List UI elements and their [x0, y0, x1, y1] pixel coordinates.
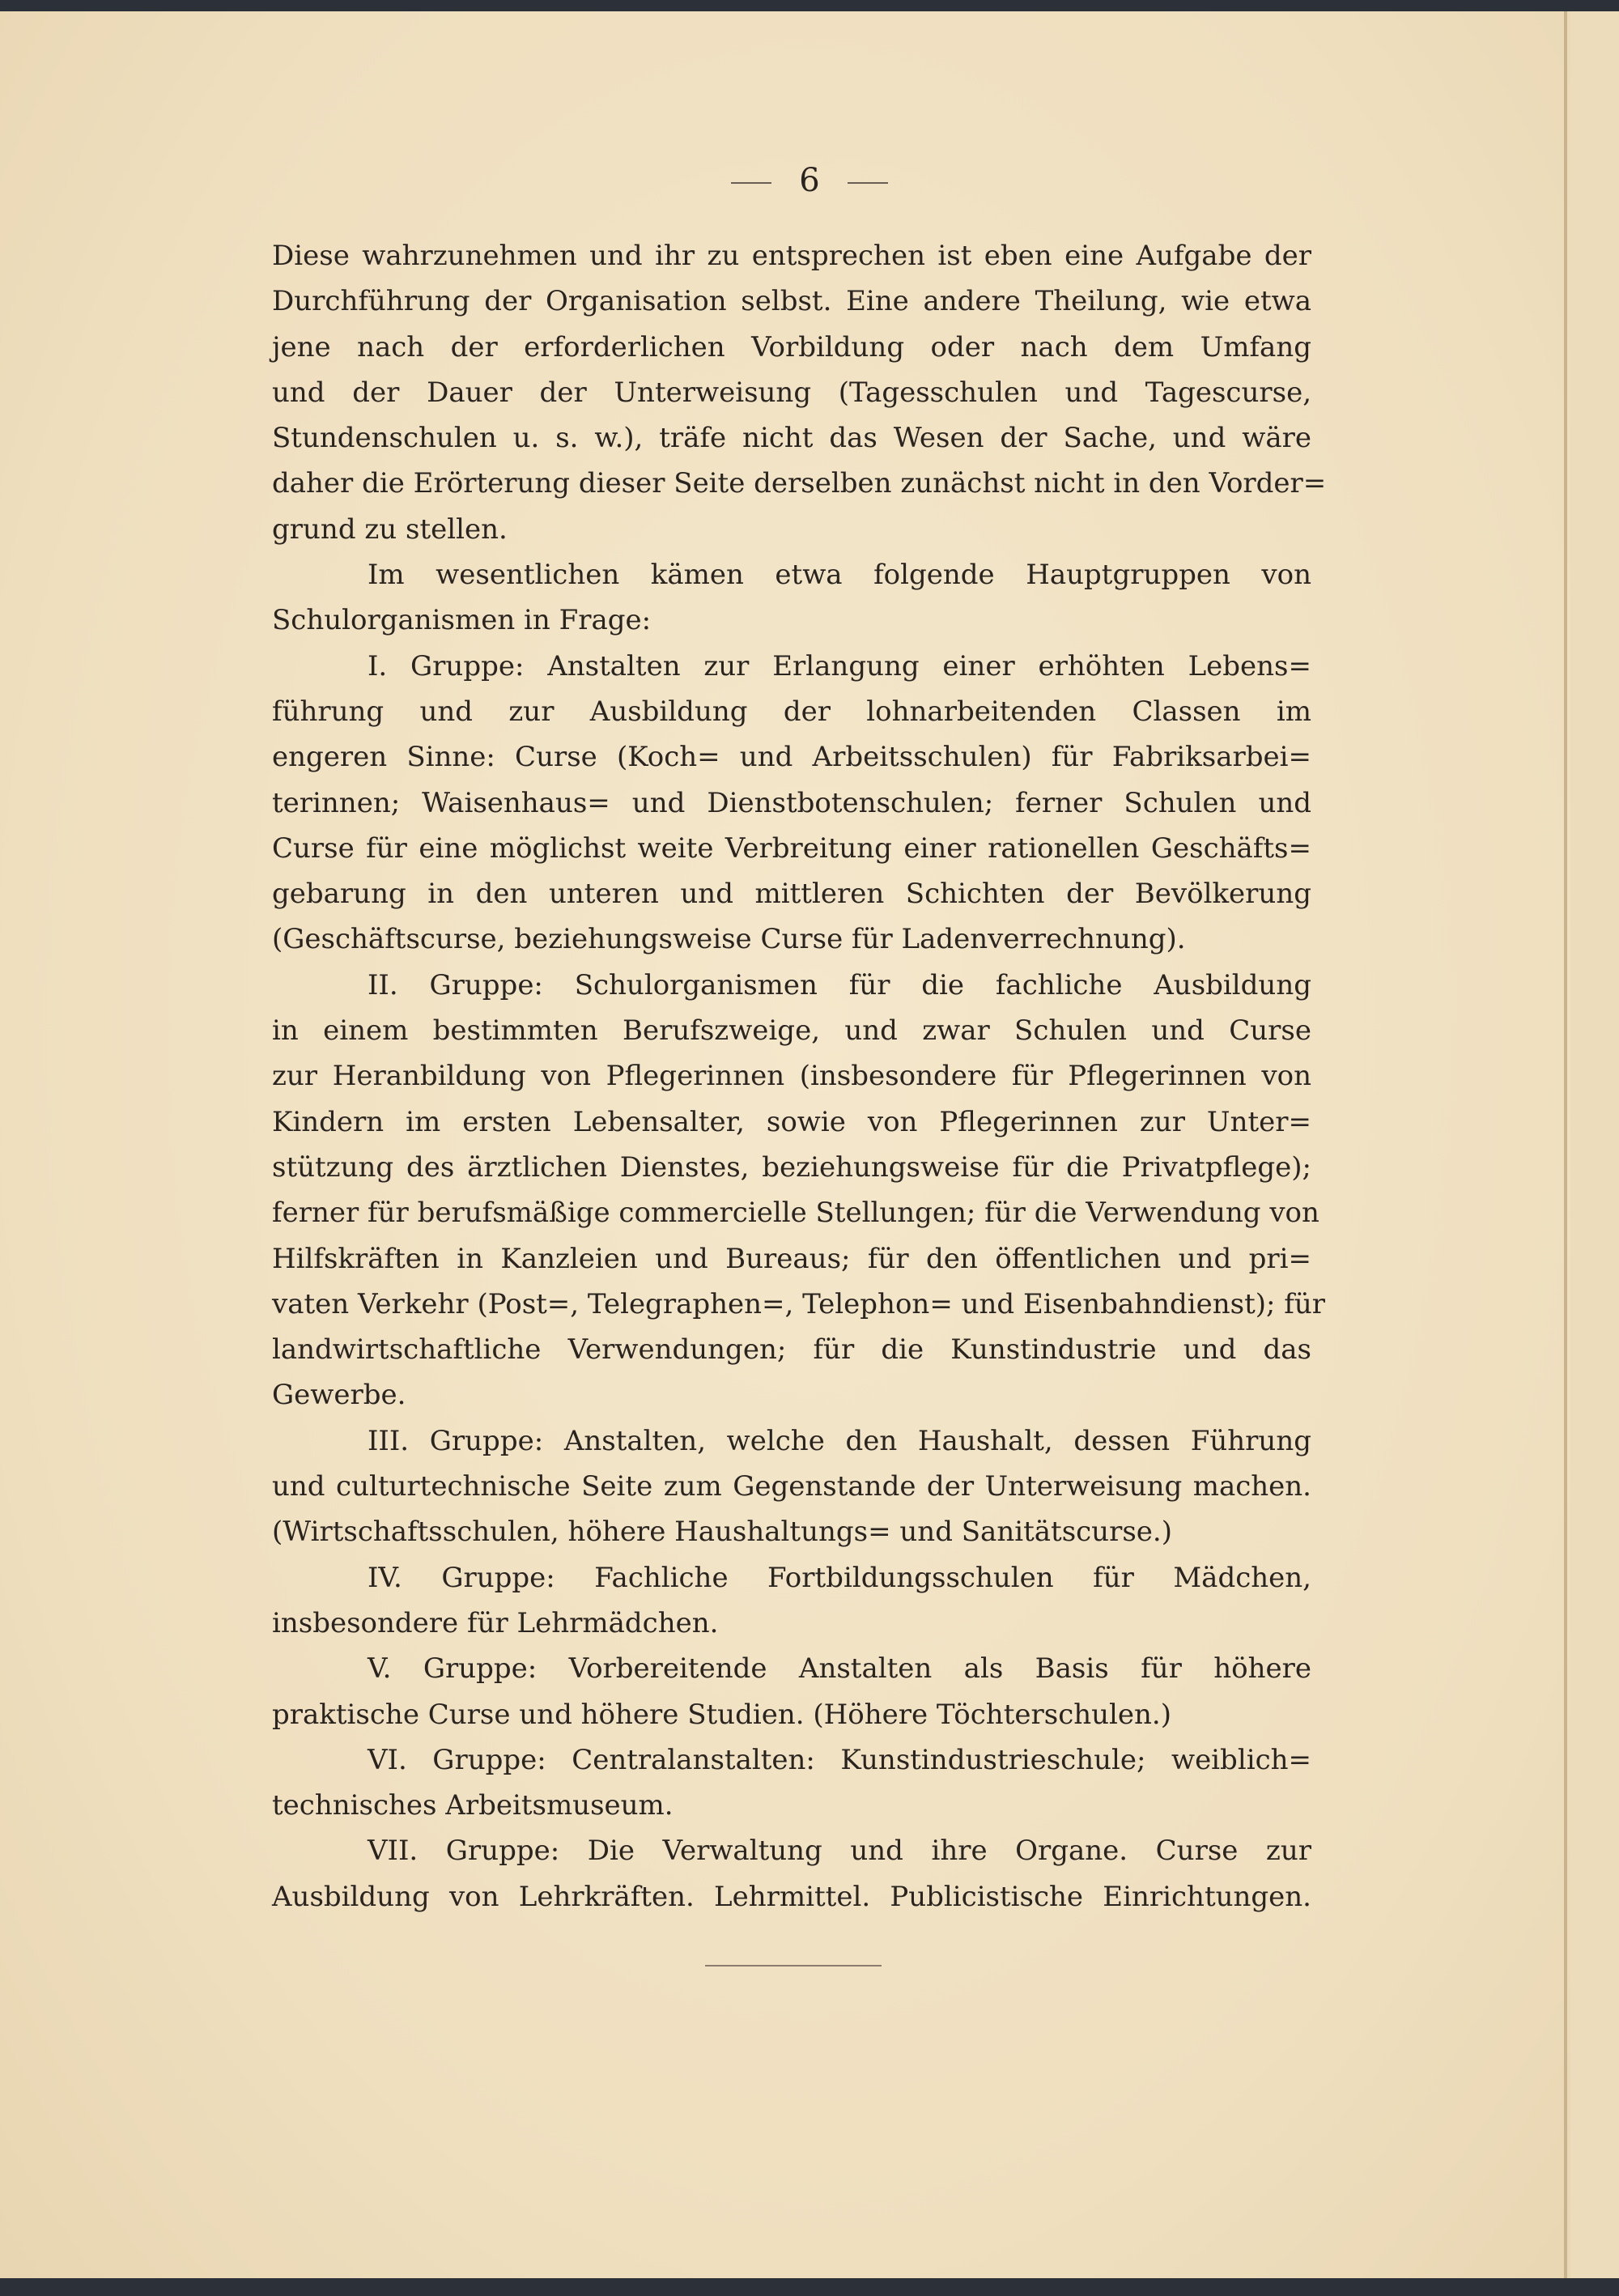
- text-line: Ausbildung von Lehrkräften. Lehrmittel. Publicistische Einrichtungen.: [272, 1880, 1311, 1913]
- scanned-page: [0, 11, 1619, 2278]
- text-line: (Wirtschaftsschulen, höhere Haushaltungs= und Sanitätscurse.): [272, 1516, 1172, 1549]
- dash-left: [731, 182, 771, 184]
- text-line: engeren Sinne: Curse (Koch= und Arbeitsschulen) für Fabriksarbei=: [272, 741, 1311, 774]
- text-line: (Geschäftscurse, beziehungsweise Curse für Ladenverrechnung).: [272, 923, 1186, 956]
- body-text: [272, 233, 1327, 1920]
- text-line: und der Dauer der Unterweisung (Tagesschulen und Tagescurse,: [272, 376, 1311, 409]
- text-line: Kindern im ersten Lebensalter, sowie von Pflegerinnen zur Unter=: [272, 1105, 1311, 1138]
- text-line: und culturtechnische Seite zum Gegenstande der Unterweisung machen.: [272, 1470, 1311, 1503]
- text-line: Schulorganismen in Frage:: [272, 604, 652, 637]
- text-line: landwirtschaftliche Verwendungen; für die Kunstindustrie und das: [272, 1333, 1311, 1367]
- text-line: Diese wahrzunehmen und ihr zu entsprechen ist eben eine Aufgabe der: [272, 240, 1311, 272]
- text-line: Gewerbe.: [272, 1379, 406, 1412]
- page-number-header: [0, 162, 1619, 199]
- page-fold-line: [1564, 11, 1567, 2278]
- text-line: VI. Gruppe: Centralanstalten: Kunstindustrieschule; weiblich=: [368, 1743, 1311, 1776]
- text-line: Curse für eine möglichst weite Verbreitung einer rationellen Geschäfts=: [272, 831, 1311, 865]
- text-line: technisches Arbeitsmuseum.: [272, 1789, 674, 1822]
- text-line: Durchführung der Organisation selbst. Eine andere Theilung, wie etwa: [272, 285, 1311, 318]
- text-line: gebarung in den unteren und mittleren Schichten der Bevölkerung: [272, 878, 1311, 911]
- text-line: IV. Gruppe: Fachliche Fortbildungsschulen für Mädchen,: [368, 1561, 1311, 1594]
- text-line: praktische Curse und höhere Studien. (Höhere Töchterschulen.): [272, 1698, 1171, 1731]
- text-line: zur Heranbildung von Pflegerinnen (insbesondere für Pflegerinnen von: [272, 1060, 1311, 1093]
- page-number: 6: [799, 162, 820, 199]
- text-line: stützung des ärztlichen Dienstes, beziehungsweise für die Privatpflege);: [272, 1150, 1311, 1184]
- text-line: VII. Gruppe: Die Verwaltung und ihre Organe. Curse zur: [368, 1835, 1311, 1868]
- text-line: daher die Erörterung dieser Seite derselben zunächst nicht in den Vorder=: [272, 467, 1327, 500]
- text-line: I. Gruppe: Anstalten zur Erlangung einer erhöhten Lebens=: [368, 649, 1311, 682]
- text-line: II. Gruppe: Schulorganismen für die fachliche Ausbildung: [368, 968, 1311, 1001]
- text-line: Stundenschulen u. s. w.), träfe nicht das Wesen der Sache, und wäre: [272, 422, 1311, 455]
- dash-right: [848, 182, 888, 184]
- text-line: V. Gruppe: Vorbereitende Anstalten als Basis für höhere: [368, 1652, 1311, 1686]
- text-line: insbesondere für Lehrmädchen.: [272, 1606, 719, 1639]
- text-line: jene nach der erforderlichen Vorbildung oder nach dem Umfang: [272, 330, 1311, 364]
- text-line: führung und zur Ausbildung der lohnarbeitenden Classen im: [272, 695, 1311, 728]
- page-edge: [1570, 11, 1619, 2278]
- text-line: in einem bestimmten Berufszweige, und zwar Schulen und Curse: [272, 1014, 1311, 1048]
- text-line: Hilfskräften in Kanzleien und Bureaus; für den öffentlichen und pri=: [272, 1242, 1311, 1275]
- text-line: grund zu stellen.: [272, 512, 508, 546]
- text-line: terinnen; Waisenhaus= und Dienstbotenschulen; ferner Schulen und: [272, 786, 1311, 819]
- text-line: vaten Verkehr (Post=, Telegraphen=, Telephon= und Eisenbahndienst); für: [272, 1287, 1325, 1320]
- end-rule: [705, 1965, 882, 1966]
- text-line: Im wesentlichen kämen etwa folgende Hauptgruppen von: [368, 559, 1311, 592]
- text-line: ferner für berufsmäßige commercielle Stellungen; für die Verwendung von: [272, 1197, 1319, 1230]
- text-line: III. Gruppe: Anstalten, welche den Haushalt, dessen Führung: [368, 1424, 1311, 1457]
